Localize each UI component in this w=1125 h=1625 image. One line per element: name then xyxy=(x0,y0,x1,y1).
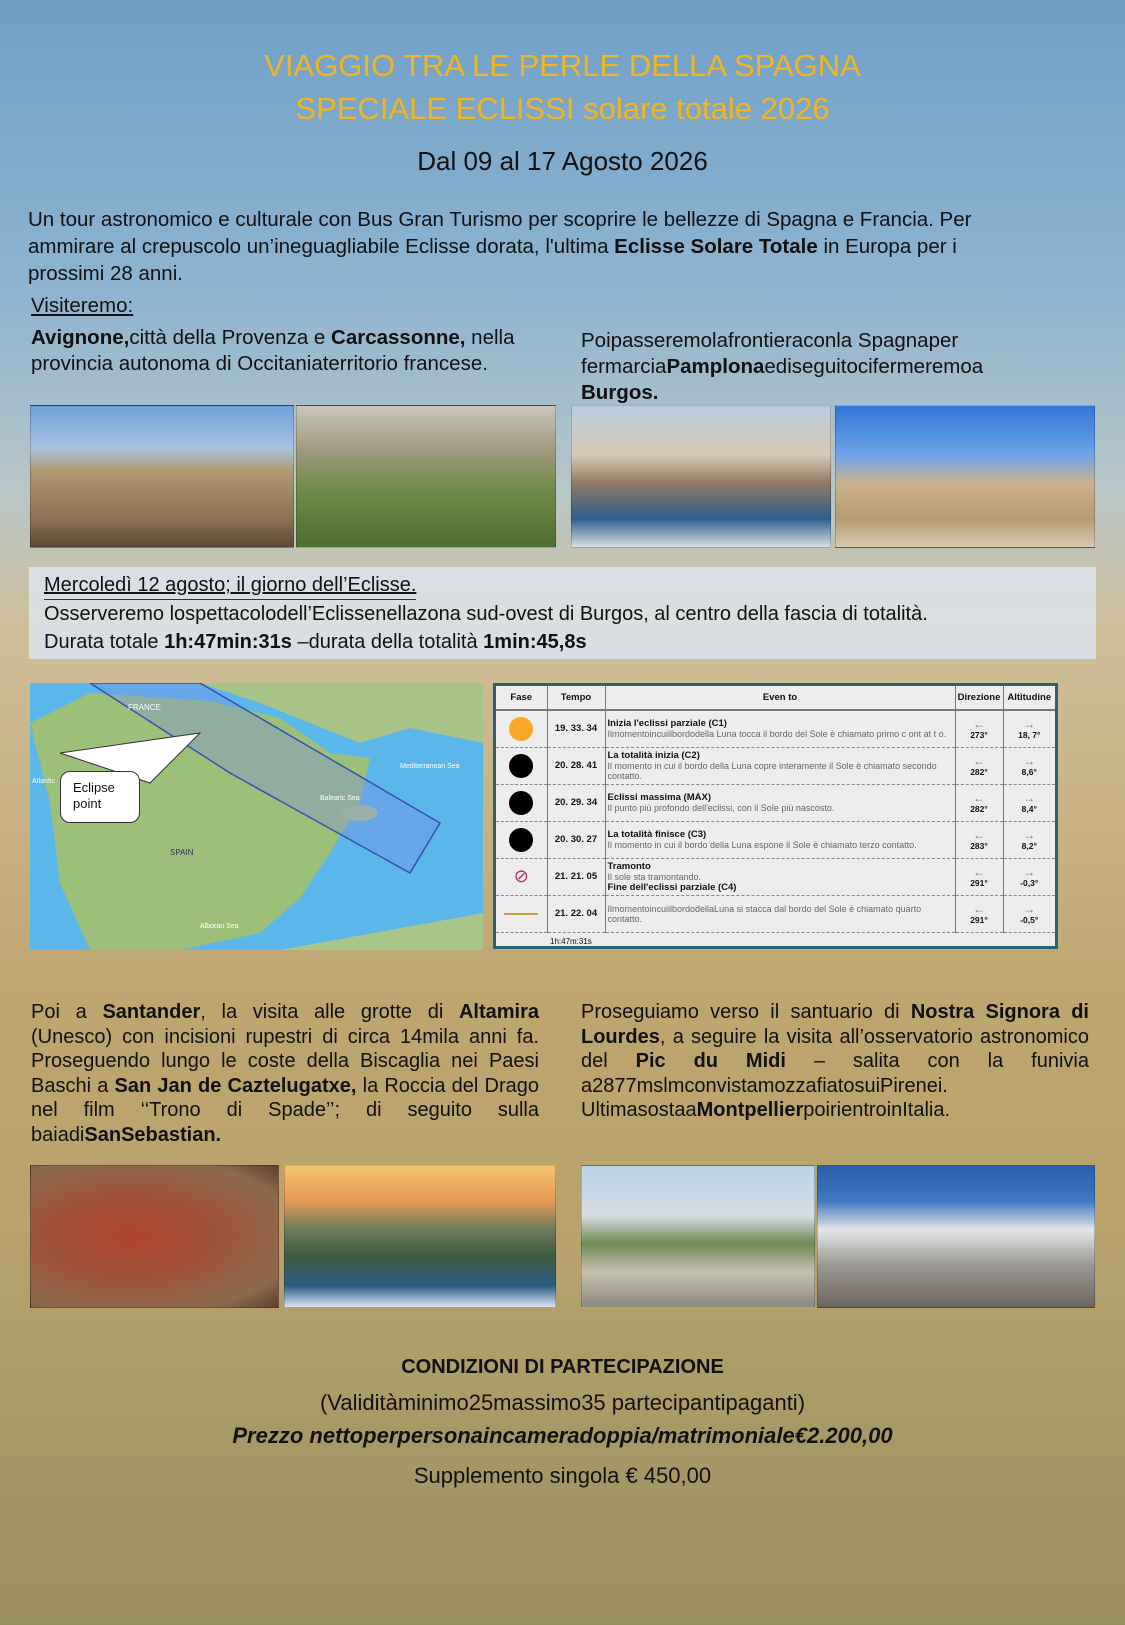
direction-arrow-icon: ← xyxy=(973,716,985,731)
event-title-2: Fine dell'eclissi parziale (C4) xyxy=(607,881,737,893)
direction-arrow-icon: ← xyxy=(973,864,985,879)
visit-france-text: Avignone,città della Provenza e Carcassonne, nella provincia autonoma di Occitaniaterritorio francese. xyxy=(31,326,515,375)
north-spain-text: Poi a Santander, la visita alle grotte di Altamira (Unesco) con incisioni rupestri di circa 14mila anni fa. Proseguendo lungo le coste della Biscaglia nei Paesi Baschi a San Jan de Caztelugatxe, la Roccia del Drago nel film ‘‘Trono di Spade’’; di seguito sulla baiadiSanSebastian. xyxy=(31,1001,540,1146)
event-description: IlmomentoincuiilbordodellaLuna si stacca dal bordo del Sole è chiamato quarto contatto. xyxy=(607,903,922,924)
event-time: 21. 22. 04 xyxy=(547,895,605,932)
table-row xyxy=(496,858,1055,895)
intro-paragraph: Un tour astronomico e culturale con Bus Gran Turismo per scoprire le bellezze di Spagna e Francia. Per ammirare al crepuscolo un’ineguagliabile Eclisse dorata, l'ultima Eclisse Solare Totale in Europa per i prossimi 28 anni. xyxy=(28,208,972,285)
event-time: 20. 30. 27 xyxy=(547,821,605,858)
event-altitude: 8,4° xyxy=(1021,803,1037,814)
direction-arrow-icon: ← xyxy=(973,827,985,842)
table-row xyxy=(496,784,1055,821)
eclipse-map xyxy=(30,683,483,950)
photo-lourdes xyxy=(581,1165,815,1308)
visit-heading: Visiteremo: xyxy=(31,294,134,317)
single-supplement: Supplemento singola € 450,00 xyxy=(413,1463,712,1488)
altitude-arrow-icon: → xyxy=(1023,716,1036,731)
africa-landmass xyxy=(280,913,483,950)
event-time: 20. 28. 41 xyxy=(547,747,605,784)
price-text: Prezzo nettoperpersonaincameradoppia/matrimoniale€2.200,00 xyxy=(232,1423,893,1448)
header-tempo: Tempo xyxy=(547,686,605,710)
lourdes-text: Proseguiamo verso il santuario di Nostra Signora di Lourdes, a seguire la visita all’osservatorio astronomico del Pic du Midi – salita con la funivia a2877mslmconvistamozzafiatosuiPirenei. UltimasostaaMontpellierpoirientroinItalia. xyxy=(581,1001,1089,1121)
event-altitude: -0,3° xyxy=(1020,877,1039,888)
photo-carcassonne xyxy=(296,405,556,548)
total-duration: 1h:47m:31s xyxy=(550,937,592,946)
photo-altamira xyxy=(30,1165,279,1308)
header-evento: Even to xyxy=(605,686,955,710)
horizon-icon xyxy=(504,913,538,915)
map-label-mediterranean: Mediterranean Sea xyxy=(400,763,460,770)
conditions-validity: (Validitàminimo25massimo35 partecipantipaganti) xyxy=(319,1390,806,1415)
event-time: 20. 29. 34 xyxy=(547,784,605,821)
total-eclipse-icon xyxy=(509,828,533,852)
event-title: La totalità inizia (C2) xyxy=(607,750,700,761)
event-altitude: 8,6° xyxy=(1021,766,1037,777)
event-direction: 282° xyxy=(970,803,988,814)
header-direzione: Direzione xyxy=(955,686,1003,710)
direction-arrow-icon: ← xyxy=(973,753,985,768)
altitude-arrow-icon: → xyxy=(1023,864,1036,879)
photo-gaztelugatxe xyxy=(284,1165,556,1308)
photo-pic-du-midi xyxy=(817,1165,1095,1308)
altitude-arrow-icon: → xyxy=(1023,753,1036,768)
event-altitude: 18, 7° xyxy=(1018,729,1041,740)
eclipse-day-box xyxy=(29,567,1096,659)
eclipse-point-callout: Eclipse point xyxy=(60,771,140,823)
header-altitudine: Altitudine xyxy=(1003,686,1055,710)
event-title: Inizia l'eclissi parziale (C1) xyxy=(607,718,727,730)
total-eclipse-icon xyxy=(509,754,533,778)
table-row xyxy=(496,895,1055,932)
eye-slash-icon: ⊘ xyxy=(513,866,529,886)
event-direction: 291° xyxy=(970,877,988,888)
trip-dates: Dal 09 al 17 Agosto 2026 xyxy=(417,146,708,176)
table-row xyxy=(496,747,1055,784)
photo-burgos xyxy=(835,405,1095,548)
photo-avignon xyxy=(30,405,294,548)
event-altitude: 8,2° xyxy=(1021,840,1037,851)
table-header-row xyxy=(496,686,1055,710)
conditions-heading: CONDIZIONI DI PARTECIPAZIONE xyxy=(401,1356,724,1378)
photo-pamplona xyxy=(571,405,831,548)
event-description: Ilmomentoincuiilbordodella Luna tocca il bordo del Sole è chiamato primo c ont at t o. xyxy=(607,729,947,740)
eclipse-timeline-table xyxy=(493,683,1058,949)
event-direction: 273° xyxy=(970,729,988,740)
altitude-arrow-icon: → xyxy=(1023,827,1036,842)
event-direction: 282° xyxy=(970,766,988,777)
map-label-alboran: Alboran Sea xyxy=(200,923,239,930)
event-altitude: -0,5° xyxy=(1020,914,1039,925)
total-eclipse-icon xyxy=(509,791,533,815)
altitude-arrow-icon: → xyxy=(1023,901,1036,916)
direction-arrow-icon: ← xyxy=(973,790,985,805)
eclipse-day-heading: Mercoledì 12 agosto; il giorno dell’Eclisse. xyxy=(44,571,416,600)
map-label-france: FRANCE xyxy=(128,703,161,712)
event-description: Il momento in cui il bordo della Luna copre interamente il Sole è chiamato secondo contatto. xyxy=(607,761,937,781)
event-title: Eclissi massima (MAX) xyxy=(607,792,711,803)
eclipse-location-text: Osserveremo lospettacolodell’Eclissenellazona sud-ovest di Burgos, al centro della fascia di totalità. xyxy=(44,603,928,625)
direction-arrow-icon: ← xyxy=(973,901,985,916)
event-direction: 283° xyxy=(970,840,988,851)
sun-phase-icon xyxy=(509,717,533,741)
title-line-1: VIAGGIO TRA LE PERLE DELLA SPAGNA xyxy=(264,48,861,83)
event-direction: 291° xyxy=(970,914,988,925)
table-row xyxy=(496,821,1055,858)
event-description: Il sole sta tramontando. xyxy=(607,871,702,882)
event-description: Il punto più profondo dell'eclissi, con il Sole più nascosto. xyxy=(607,803,835,813)
event-time: 21. 21. 05 xyxy=(547,858,605,895)
map-label-atlantic: Atlantic xyxy=(32,778,55,785)
map-label-balearic: Balearic Sea xyxy=(320,795,360,802)
event-time: 19. 33. 34 xyxy=(547,710,605,747)
altitude-arrow-icon: → xyxy=(1023,790,1036,805)
eclipse-duration-text: Durata totale 1h:47min:31s –durata della totalità 1min:45,8s xyxy=(44,631,587,653)
map-label-spain: SPAIN xyxy=(170,848,194,857)
event-title: Tramonto xyxy=(607,860,651,872)
table-row xyxy=(496,710,1055,747)
event-description: Il momento in cui il bordo della Luna espone il Sole è chiamato terzo contatto. xyxy=(607,840,917,850)
title-line-2: SPECIALE ECLISSI solare totale 2026 xyxy=(295,91,830,126)
header-fase: Fase xyxy=(496,686,547,710)
visit-spain-text: Poipasseremolafrontieraconla Spagnaper fermarciaPamplonaediseguitocifermeremoa Burgos. xyxy=(581,329,984,404)
event-title: La totalità finisce (C3) xyxy=(607,829,707,840)
